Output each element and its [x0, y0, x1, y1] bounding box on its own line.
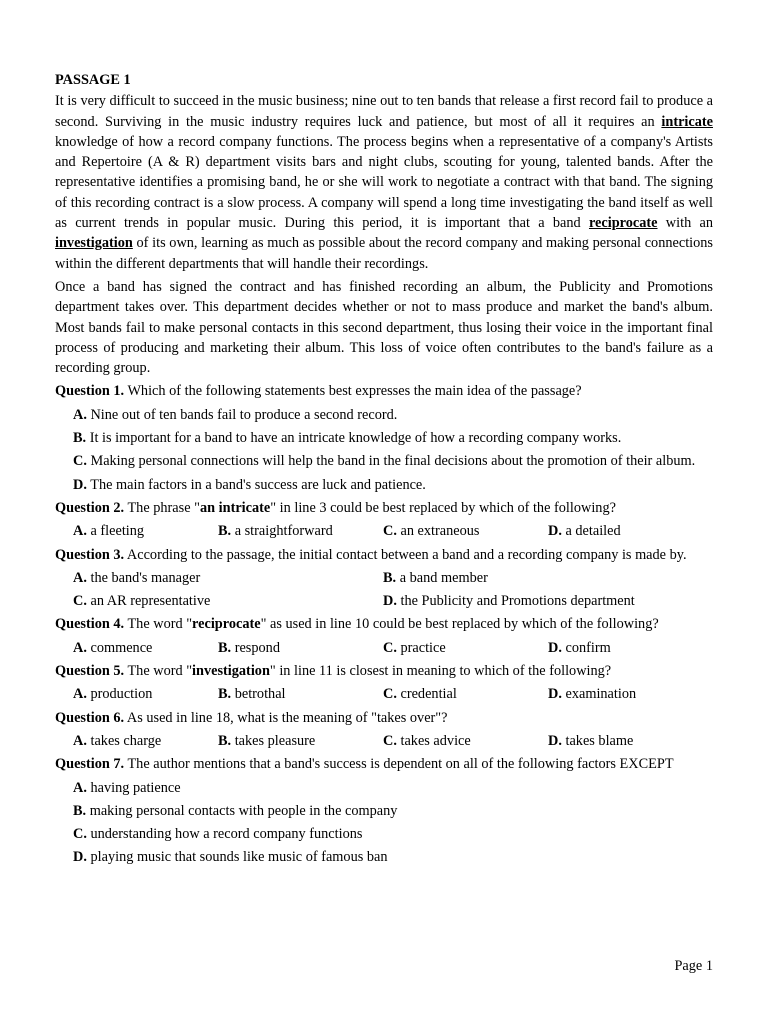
- q6-option-d[interactable]: [548, 731, 713, 751]
- q3-option-d-text: the Publicity and Promotions department: [396, 593, 635, 610]
- q2-option-b[interactable]: [218, 521, 383, 541]
- q7-option-c-text: understanding how a record company functions: [86, 826, 363, 843]
- q1-option-a[interactable]: [73, 405, 713, 425]
- q1-option-b-letter: B.: [73, 430, 87, 447]
- q1-option-d[interactable]: [73, 475, 713, 495]
- q6-option-d-letter: D.: [548, 732, 562, 749]
- q5-option-c[interactable]: [383, 684, 548, 704]
- q7-option-d-text: playing music that sounds like music of famous ban: [86, 849, 388, 866]
- q2-options: [73, 521, 713, 541]
- q2-option-c-letter: C.: [383, 523, 397, 540]
- q1-option-c-text: Making personal connections will help the band in the final decisions about the promotion of their album.: [86, 453, 696, 470]
- question-5-term: investigation: [192, 663, 270, 680]
- q5-option-c-letter: C.: [383, 686, 397, 703]
- q4-option-b[interactable]: [218, 638, 383, 658]
- q7-option-c[interactable]: [73, 824, 713, 844]
- passage-paragraph-2: Once a band has signed the contract and has finished recording an album, the Publicity and Promotions department takes over. This department decides whether or not to mass produce and market the band's album. Most bands fail to make personal contacts in this second department, thus losing their voice in the important final process of producing and marketing their album. This loss of voice often contributes to the band's failure as a recording group.: [55, 278, 713, 377]
- question-2-text-b: " in line 3 could be best replaced by which of the following?: [270, 499, 616, 516]
- question-3-text: According to the passage, the initial contact between a band and a recording company is made by.: [124, 546, 687, 563]
- q3-option-c[interactable]: [73, 591, 383, 611]
- question-1: [55, 381, 713, 401]
- q3-option-d[interactable]: [383, 591, 713, 611]
- q4-option-a-text: commence: [86, 639, 153, 656]
- p1-text-a: It is very difficult to succeed in the music business; nine out to ten bands that release a first record fail to produce a second. Surviving in the music industry requires luck and patience, but most of all it requires an: [55, 93, 713, 130]
- question-7: [55, 754, 713, 774]
- passage-title: PASSAGE 1: [55, 72, 131, 88]
- q6-option-a-text: takes charge: [86, 732, 162, 749]
- q6-option-c-text: takes advice: [396, 732, 471, 749]
- q5-options: [73, 684, 713, 704]
- q1-option-a-letter: A.: [73, 406, 87, 423]
- q5-option-c-text: credential: [396, 686, 457, 703]
- q1-option-d-text: The main factors in a band's success are luck and patience.: [86, 476, 426, 493]
- q4-option-b-letter: B.: [218, 639, 232, 656]
- q3-option-b-text: a band member: [396, 569, 488, 586]
- q5-option-a[interactable]: [73, 684, 218, 704]
- q7-option-b-text: making personal contacts with people in the company: [86, 802, 398, 819]
- q3-option-a-text: the band's manager: [86, 569, 201, 586]
- q4-option-b-text: respond: [231, 639, 280, 656]
- question-2: [55, 498, 713, 518]
- question-5-text-b: " in line 11 is closest in meaning to which of the following?: [269, 663, 612, 680]
- q2-option-a-letter: A.: [73, 523, 87, 540]
- q4-option-d-letter: D.: [548, 639, 562, 656]
- question-4-term: reciprocate: [192, 616, 261, 633]
- q3-option-a[interactable]: [73, 568, 383, 588]
- q5-option-d-letter: D.: [548, 686, 562, 703]
- question-7-text: The author mentions that a band's success is dependent on all of the following factors EXCEPT: [124, 756, 674, 773]
- q7-option-a-text: having patience: [86, 779, 181, 796]
- q2-option-d[interactable]: [548, 521, 713, 541]
- q5-option-d[interactable]: [548, 684, 713, 704]
- q2-option-d-text: a detailed: [561, 523, 621, 540]
- q6-option-c[interactable]: [383, 731, 548, 751]
- question-2-text-a: The phrase ": [124, 499, 200, 516]
- q4-option-c-letter: C.: [383, 639, 397, 656]
- q5-option-d-text: examination: [561, 686, 637, 703]
- q5-option-a-letter: A.: [73, 686, 87, 703]
- document-content: [55, 70, 713, 868]
- q1-option-c[interactable]: [55, 451, 713, 471]
- q3-options-row-2: [73, 591, 713, 611]
- question-2-label: Question 2.: [55, 499, 125, 516]
- q6-option-c-letter: C.: [383, 732, 397, 749]
- q3-option-b-letter: B.: [383, 569, 397, 586]
- keyword-reciprocate: reciprocate: [588, 215, 658, 232]
- q1-option-d-letter: D.: [73, 476, 87, 493]
- question-4-label: Question 4.: [55, 616, 125, 633]
- q6-option-a-letter: A.: [73, 732, 87, 749]
- q3-option-c-text: an AR representative: [86, 593, 211, 610]
- q2-option-a[interactable]: [73, 521, 218, 541]
- question-2-term: an intricate: [199, 499, 271, 516]
- question-6-label: Question 6.: [55, 709, 125, 726]
- q1-option-b-text: It is important for a band to have an intricate knowledge of how a recording company works.: [86, 430, 622, 447]
- question-4-text-b: " as used in line 10 could be best replaced by which of the following?: [260, 616, 659, 633]
- q4-option-c-text: practice: [396, 639, 446, 656]
- q4-option-c[interactable]: [383, 638, 548, 658]
- q5-option-a-text: production: [86, 686, 153, 703]
- question-6: [55, 708, 713, 728]
- question-1-text: Which of the following statements best expresses the main idea of the passage?: [124, 383, 582, 400]
- question-5-text-a: The word ": [124, 663, 193, 680]
- q3-options-row-1: [73, 568, 713, 588]
- q5-option-b[interactable]: [218, 684, 383, 704]
- question-4-text-a: The word ": [124, 616, 193, 633]
- q3-option-b[interactable]: [383, 568, 713, 588]
- q4-options: [73, 638, 713, 658]
- q6-options: [73, 731, 713, 751]
- question-5: [55, 661, 713, 681]
- passage-paragraph-1: [55, 91, 713, 274]
- q2-option-c[interactable]: [383, 521, 548, 541]
- q7-option-c-letter: C.: [73, 826, 87, 843]
- p1-text-b: knowledge of how a record company functions. The process begins when a representative of a company's Artists and Repertoire (A & R) department visits bars and night clubs, scouting for young, talented bands. After the representative identifies a promising band, he or she will work to negotiate a contract with that band. The signing of this recording contract is a slow process. A company will spend a long time investigating the band itself as well as current trends in popular music. During this period, it is important that a band: [55, 133, 713, 232]
- q2-option-b-text: a straightforward: [231, 523, 333, 540]
- q4-option-d[interactable]: [548, 638, 713, 658]
- question-7-label: Question 7.: [55, 756, 125, 773]
- q7-option-d[interactable]: [73, 847, 713, 867]
- q1-option-a-text: Nine out of ten bands fail to produce a second record.: [86, 406, 398, 423]
- q5-option-b-text: betrothal: [231, 686, 286, 703]
- q7-option-b-letter: B.: [73, 802, 87, 819]
- question-5-label: Question 5.: [55, 663, 125, 680]
- q3-option-d-letter: D.: [383, 593, 397, 610]
- question-4: [55, 614, 713, 634]
- keyword-intricate: intricate: [661, 113, 713, 130]
- question-3: [55, 545, 713, 565]
- page-number: Page 1: [674, 958, 713, 974]
- q6-option-b-text: takes pleasure: [231, 732, 316, 749]
- question-6-text: As used in line 18, what is the meaning of "takes over"?: [124, 709, 448, 726]
- q1-option-c-letter: C.: [73, 453, 87, 470]
- q7-option-d-letter: D.: [73, 849, 87, 866]
- q6-option-d-text: takes blame: [561, 732, 634, 749]
- keyword-investigation: investigation: [55, 235, 133, 252]
- question-3-label: Question 3.: [55, 546, 125, 563]
- q1-option-b[interactable]: [73, 428, 713, 448]
- q2-option-a-text: a fleeting: [86, 523, 145, 540]
- q4-option-d-text: confirm: [561, 639, 611, 656]
- q2-option-b-letter: B.: [218, 523, 232, 540]
- q2-option-c-text: an extraneous: [396, 523, 480, 540]
- q4-option-a-letter: A.: [73, 639, 87, 656]
- q4-option-a[interactable]: [73, 638, 218, 658]
- q6-option-b-letter: B.: [218, 732, 232, 749]
- q7-option-b[interactable]: [73, 801, 713, 821]
- q7-option-a[interactable]: [73, 778, 713, 798]
- q6-option-a[interactable]: [73, 731, 218, 751]
- question-1-label: Question 1.: [55, 383, 125, 400]
- q3-option-a-letter: A.: [73, 569, 87, 586]
- p1-text-c: with an: [657, 215, 713, 232]
- q3-option-c-letter: C.: [73, 593, 87, 610]
- p1-text-d: of its own, learning as much as possible about the record company and making personal connections within the different departments that will handle their recordings.: [55, 235, 713, 272]
- q2-option-d-letter: D.: [548, 523, 562, 540]
- q6-option-b[interactable]: [218, 731, 383, 751]
- q5-option-b-letter: B.: [218, 686, 232, 703]
- q7-option-a-letter: A.: [73, 779, 87, 796]
